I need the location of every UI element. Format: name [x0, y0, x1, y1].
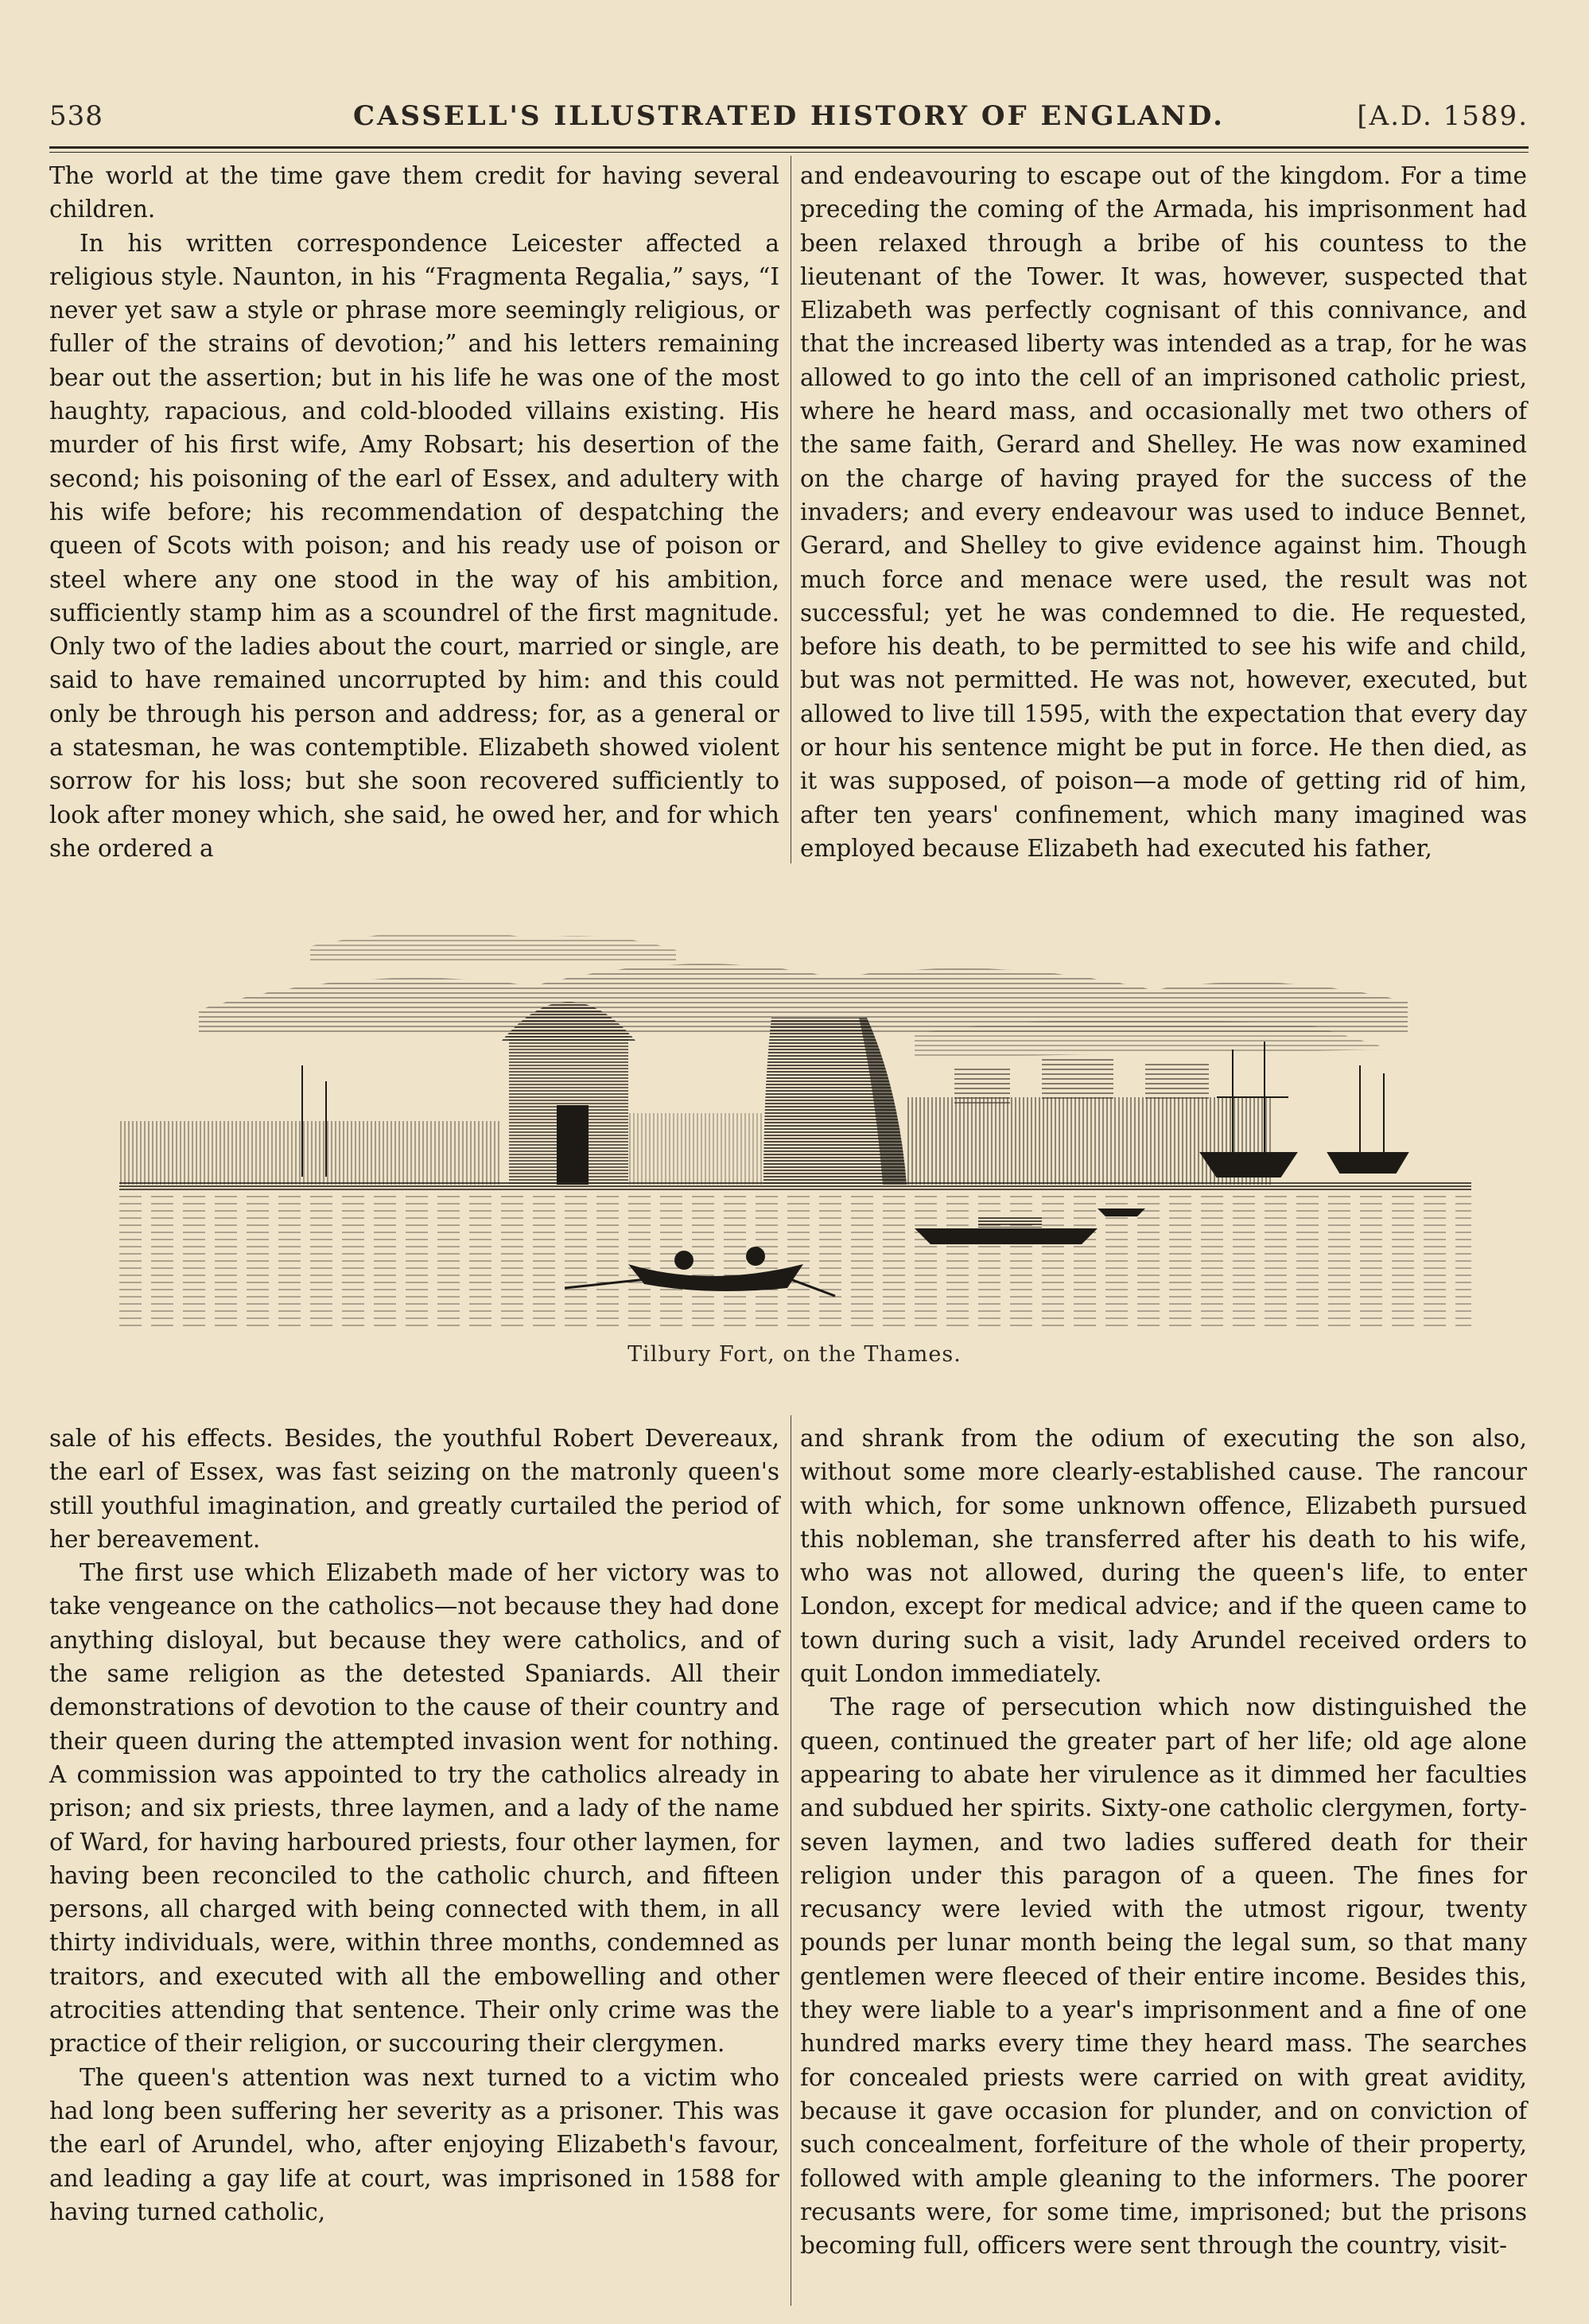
- lower-left-column: [49, 1422, 779, 2229]
- lower-right-column: [800, 1422, 1527, 2262]
- upper-left-column: [49, 159, 779, 865]
- upper-right-column: [800, 159, 1527, 865]
- left-wall: [119, 1121, 501, 1185]
- header-rule: [49, 146, 1529, 149]
- round-tower: [763, 1018, 907, 1185]
- paragraph: The world at the time gave them credit for having several children.: [49, 162, 779, 223]
- paragraph: and shrank from the odium of executing the son also, without some more clearly-established cause. The rancour with which, for some unknown offence, Elizabeth pursued this nobleman, she transferred after his death to his wife, who was not allowed, during the queen's life, to enter London, except for medical advice; and if the queen came to town during such a visit, lady Arundel received orders to quit London immediately.: [800, 1425, 1527, 1688]
- paragraph: The first use which Elizabeth made of her victory was to take vengeance on the catholics—not because they had done anything disloyal, but because they were catholics, and of the same religion as the detested Spaniards. All their demonstrations of devotion to the cause of their country and their queen during the attempted invasion went for nothing. A commission was appointed to try the catholics already in prison; and six priests, three laymen, and a lady of the name of Ward, for having harboured priests, four other laymen, for having been reconciled to the catholic church, and fifteen persons, all charged with being connected with them, in all thirty individuals, were, within three months, condemned as traitors, and executed with all the embowelling and other atrocities attending that sentence. Their only crime was the practice of their religion, or succouring their clergymen.: [49, 1559, 779, 2058]
- paragraph: sale of his effects. Besides, the youthful Robert Devereaux, the earl of Essex, was fast seizing on the matronly queen's still youthful imagination, and greatly curtailed the period of her bereavement.: [49, 1425, 779, 1553]
- shoreline: [119, 1181, 1471, 1190]
- river-water: [119, 1193, 1471, 1328]
- paragraph: and endeavouring to escape out of the kingdom. For a time preceding the coming of the Armada, his imprisonment had been relaxed through a bribe of his countess to the lieutenant of the Tower. It was, however, suspected that Elizabeth was perfectly cognisant of this connivance, and that the increased liberty was intended as a trap, for he was allowed to go into the cell of an imprisoned catholic priest, where he heard mass, and occasionally met two others of the same faith, Gerard and Shelley. He was now examined on the charge of having prayed for the success of the invaders; and every endeavour was used to induce Bennet, Gerard, and Shelley to give evidence against him. Though much force and menace were used, the result was not successful; yet he was condemned to die. He requested, before his death, to be permitted to see his wife and child, but was not permitted. He was not, however, executed, but allowed to live till 1595, with the expectation that every day or hour his sentence might be put in force. He then died, as it was supposed, of poison—a mode of getting rid of him, after ten years' confinement, which many imagined was employed because Elizabeth had executed his father,: [800, 162, 1527, 862]
- illustration-caption: Tilbury Fort, on the Thames.: [627, 1342, 962, 1367]
- book-title: CASSELL'S ILLUSTRATED HISTORY OF ENGLAND.: [353, 100, 1225, 132]
- paragraph: In his written correspondence Leicester affected a religious style. Naunton, in his “Fragmenta Regalia,” says, “I never yet saw a style or phrase more seemingly religious, or fuller of the strains of devotion;” and his letters remaining bear out the assertion; but in his life he was one of the most haughty, rapacious, and cold-blooded villains existing. His murder of his first wife, Amy Robsart; his desertion of the second; his poisoning of the earl of Essex, and adultery with his wife before; his recommendation of despatching the queen of Scots with poison; and his ready use of poison or steel where any one stood in the way of his ambition, sufficiently stamp him as a scoundrel of the first magnitude. Only two of the ladies about the court, married or single, are said to have remained uncorrupted by him: and this could only be through his person and address; for, as a general or a statesman, he was contemptible. Elizabeth showed violent sorrow for his loss; but she soon recovered sufficiently to look after money which, she said, he owed her, and for which she ordered a: [49, 229, 779, 862]
- running-header: [49, 94, 1529, 142]
- paragraph: The rage of persecution which now distinguished the queen, continued the greater part of her life; old age alone appearing to abate her virulence as it dimmed her faculties and subdued her spirits. Sixty-one catholic clergymen, forty-seven laymen, and two ladies suffered death for their religion under this paragon of a queen. The fines for recusancy were levied with the utmost rigour, twenty pounds per lunar month being the legal sum, so that many gentlemen were fleeced of their entire income. Besides this, they were liable to a year's imprisonment and a fine of one hundred marks every time they heard mass. The searches for concealed priests were carried on with great avidity, because it gave occasion for plunder, and on conviction of such concealment, forfeiture of the whole of their property, followed with ample gleaning to the informers. The poorer recusants were, for some time, imprisoned; but the prisons becoming full, officers were sent through the country, visit-: [800, 1694, 1527, 2260]
- paragraph: The queen's attention was next turned to a victim who had long been suffering her severity as a prisoner. This was the earl of Arundel, who, after enjoying Elizabeth's favour, and leading a gay life at court, was imprisoned in 1588 for having turned catholic,: [49, 2063, 779, 2225]
- header-rule-thin: [49, 152, 1529, 153]
- gatehouse: [501, 1002, 636, 1185]
- page-number: 538: [49, 100, 103, 132]
- tilbury-fort-engraving: [119, 914, 1471, 1328]
- header-date: [A.D. 1589.: [1357, 100, 1529, 132]
